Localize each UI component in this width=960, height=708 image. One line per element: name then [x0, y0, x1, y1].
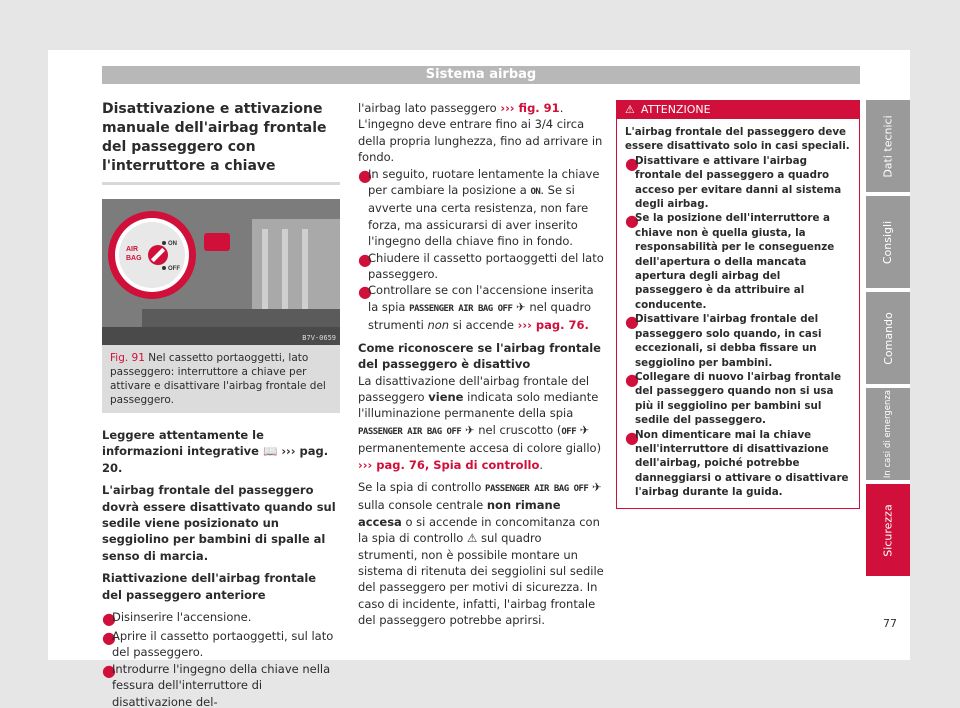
read-info: Leggere attentamente le informazioni integrative 📖 ››› pag. 20. [102, 428, 329, 475]
tab-dati-tecnici[interactable]: Dati tecnici [866, 100, 910, 192]
column-3 [616, 100, 860, 509]
paragraph-1: l'airbag lato passeggero ››› fig. 91. L'ingegno deve entrare fino ai 3/4 circa della propria lunghezza, fino ad arrivare in fondo. [358, 101, 603, 165]
recognize-title: Come riconoscere se l'airbag frontale del passeggero è disattivo [358, 340, 601, 372]
page-number: 77 [883, 617, 897, 630]
switch-off-label: OFF [168, 266, 180, 272]
list-item: ● Collegare di nuovo l'airbag frontale del passeggero quando non si usa più il seggiolino per bambini sul sedile del passeggero. [625, 369, 842, 427]
fig-link[interactable]: ››› fig. 91 [500, 101, 560, 115]
column-1 [102, 100, 340, 708]
tab-comando[interactable]: Comando [866, 292, 910, 384]
warning-note: L'airbag frontale del passeggero dovrà essere disattivato quando sul sedile viene posizionato un seggiolino per bambini di spalle al senso di marcia. [102, 483, 336, 563]
column-2 [358, 100, 604, 629]
figure-caption-text: Nel cassetto portaoggetti, lato passeggero: interruttore a chiave per attivare e disattivare l'airbag frontale del passeggero. [110, 352, 326, 406]
list-item: ● Introdurre l'ingegno della chiave nella fessura dell'interruttore di disattivazione del- [102, 660, 331, 708]
passenger-airbag-icon: ✈ [579, 422, 590, 437]
reactivate-title: Riattivazione dell'airbag frontale del passeggero anteriore [102, 571, 317, 602]
warning-triangle-icon: ⚠ [625, 103, 635, 116]
airbag-warning-icon: ⚠ [467, 531, 478, 546]
reactivate-steps [102, 609, 340, 708]
switch-on-label: ON [168, 241, 177, 247]
spia-passenger-airbag-off: PASSENGER AIR BAG OFF [409, 303, 513, 314]
page-header: Sistema airbag [102, 66, 860, 84]
passenger-airbag-icon: ✈ [591, 479, 602, 494]
list-item: ● Se la posizione dell'interruttore a chiave non è quella giusta, la responsabilità per le conseguenze dell'apertura o della mancata apertura degli airbag del passeggero è da attribuire al conducente. [625, 211, 835, 311]
paragraph-2: La disattivazione dell'airbag frontale del passeggero viene indicata solo mediante l'illuminazione permanente della spia PASSENGER AIR BAG OFF ✈ nel cruscotto (OFF ✈ permanentemente accesa di colore giallo) ››› pag. 76, Spia di controllo. [358, 373, 602, 472]
chapter-tabs [866, 100, 910, 580]
page-link[interactable]: ››› pag. 76. [517, 318, 589, 333]
paragraph-3: Se la spia di controllo PASSENGER AIR BAG OFF ✈ sulla console centrale non rimane accesa o si accende in concomitanza con la spia di controllo ⚠ sul quadro strumenti, non è possibile montare un sistema di ritenuta dei seggiolini sul sedile del passeggero per motivi di sicurezza. In caso di incidente, infatti, l'airbag frontale del passeggero potrebbe aprirsi. [358, 479, 604, 628]
tab-sicurezza[interactable]: Sicurezza [866, 484, 910, 576]
glovebox-photo [102, 199, 340, 345]
section-title: Disattivazione e attivazione manuale dell'airbag frontale del passeggero con l'interruttore a chiave [102, 100, 340, 185]
read-info-link[interactable]: ››› pag. 20. [102, 444, 329, 475]
tab-consigli[interactable]: Consigli [866, 196, 910, 288]
page-link[interactable]: ››› pag. 76, Spia di controllo [358, 457, 540, 472]
list-item: ● In seguito, ruotare lentamente la chiave per cambiare la posizione a ON. Se si avverte una certa resistenza, non fare forza, ma assicurarsi di aver inserito l'ingegno della chiave fino in fondo. [358, 165, 600, 249]
list-item: ● Non dimenticare mai la chiave nell'interruttore di disattivazione dell'airbag, poiché potrebbe danneggiarsi o attivare o disattivare l'airbag durante la guida. [625, 427, 849, 499]
passenger-airbag-icon: ✈ [516, 299, 526, 314]
figure-91 [102, 199, 340, 345]
figure-code: B7V-0659 [302, 334, 336, 342]
warning-header: ⚠ ATTENZIONE [617, 101, 859, 119]
tab-emergenza[interactable]: In casi di emergenza [866, 388, 910, 480]
book-icon: 📖 [262, 444, 278, 459]
list-item: ● Disattivare e attivare l'airbag frontale del passeggero a quadro acceso per evitare danni al sistema degli airbag. [625, 153, 842, 211]
list-item: ● Chiudere il cassetto portaoggetti del lato passeggero. [358, 249, 604, 282]
warning-body [617, 119, 859, 508]
figure-caption [102, 345, 340, 413]
airbag-label-air: AIR [126, 246, 139, 253]
figure-caption-label: Fig. 91 [110, 352, 145, 364]
list-item: ● Aprire il cassetto portaoggetti, sul lato del passeggero. [102, 628, 334, 660]
list-item: ● Disinserire l'accensione. [102, 609, 252, 629]
passenger-airbag-icon: ✈ [464, 422, 475, 437]
airbag-label-bag: BAG [126, 255, 142, 262]
list-item: ● Disattivare l'airbag frontale del passeggero solo quando, in casi eccezionali, si debba fissare un seggiolino per bambini. [625, 312, 822, 369]
warning-box [616, 100, 860, 509]
warning-intro: L'airbag frontale del passeggero deve essere disattivato solo in casi speciali. [625, 126, 850, 153]
list-item: ● Controllare se con l'accensione inserita la spia PASSENGER AIR BAG OFF ✈ nel quadro strumenti non si accende ››› pag. 76. [358, 282, 594, 333]
